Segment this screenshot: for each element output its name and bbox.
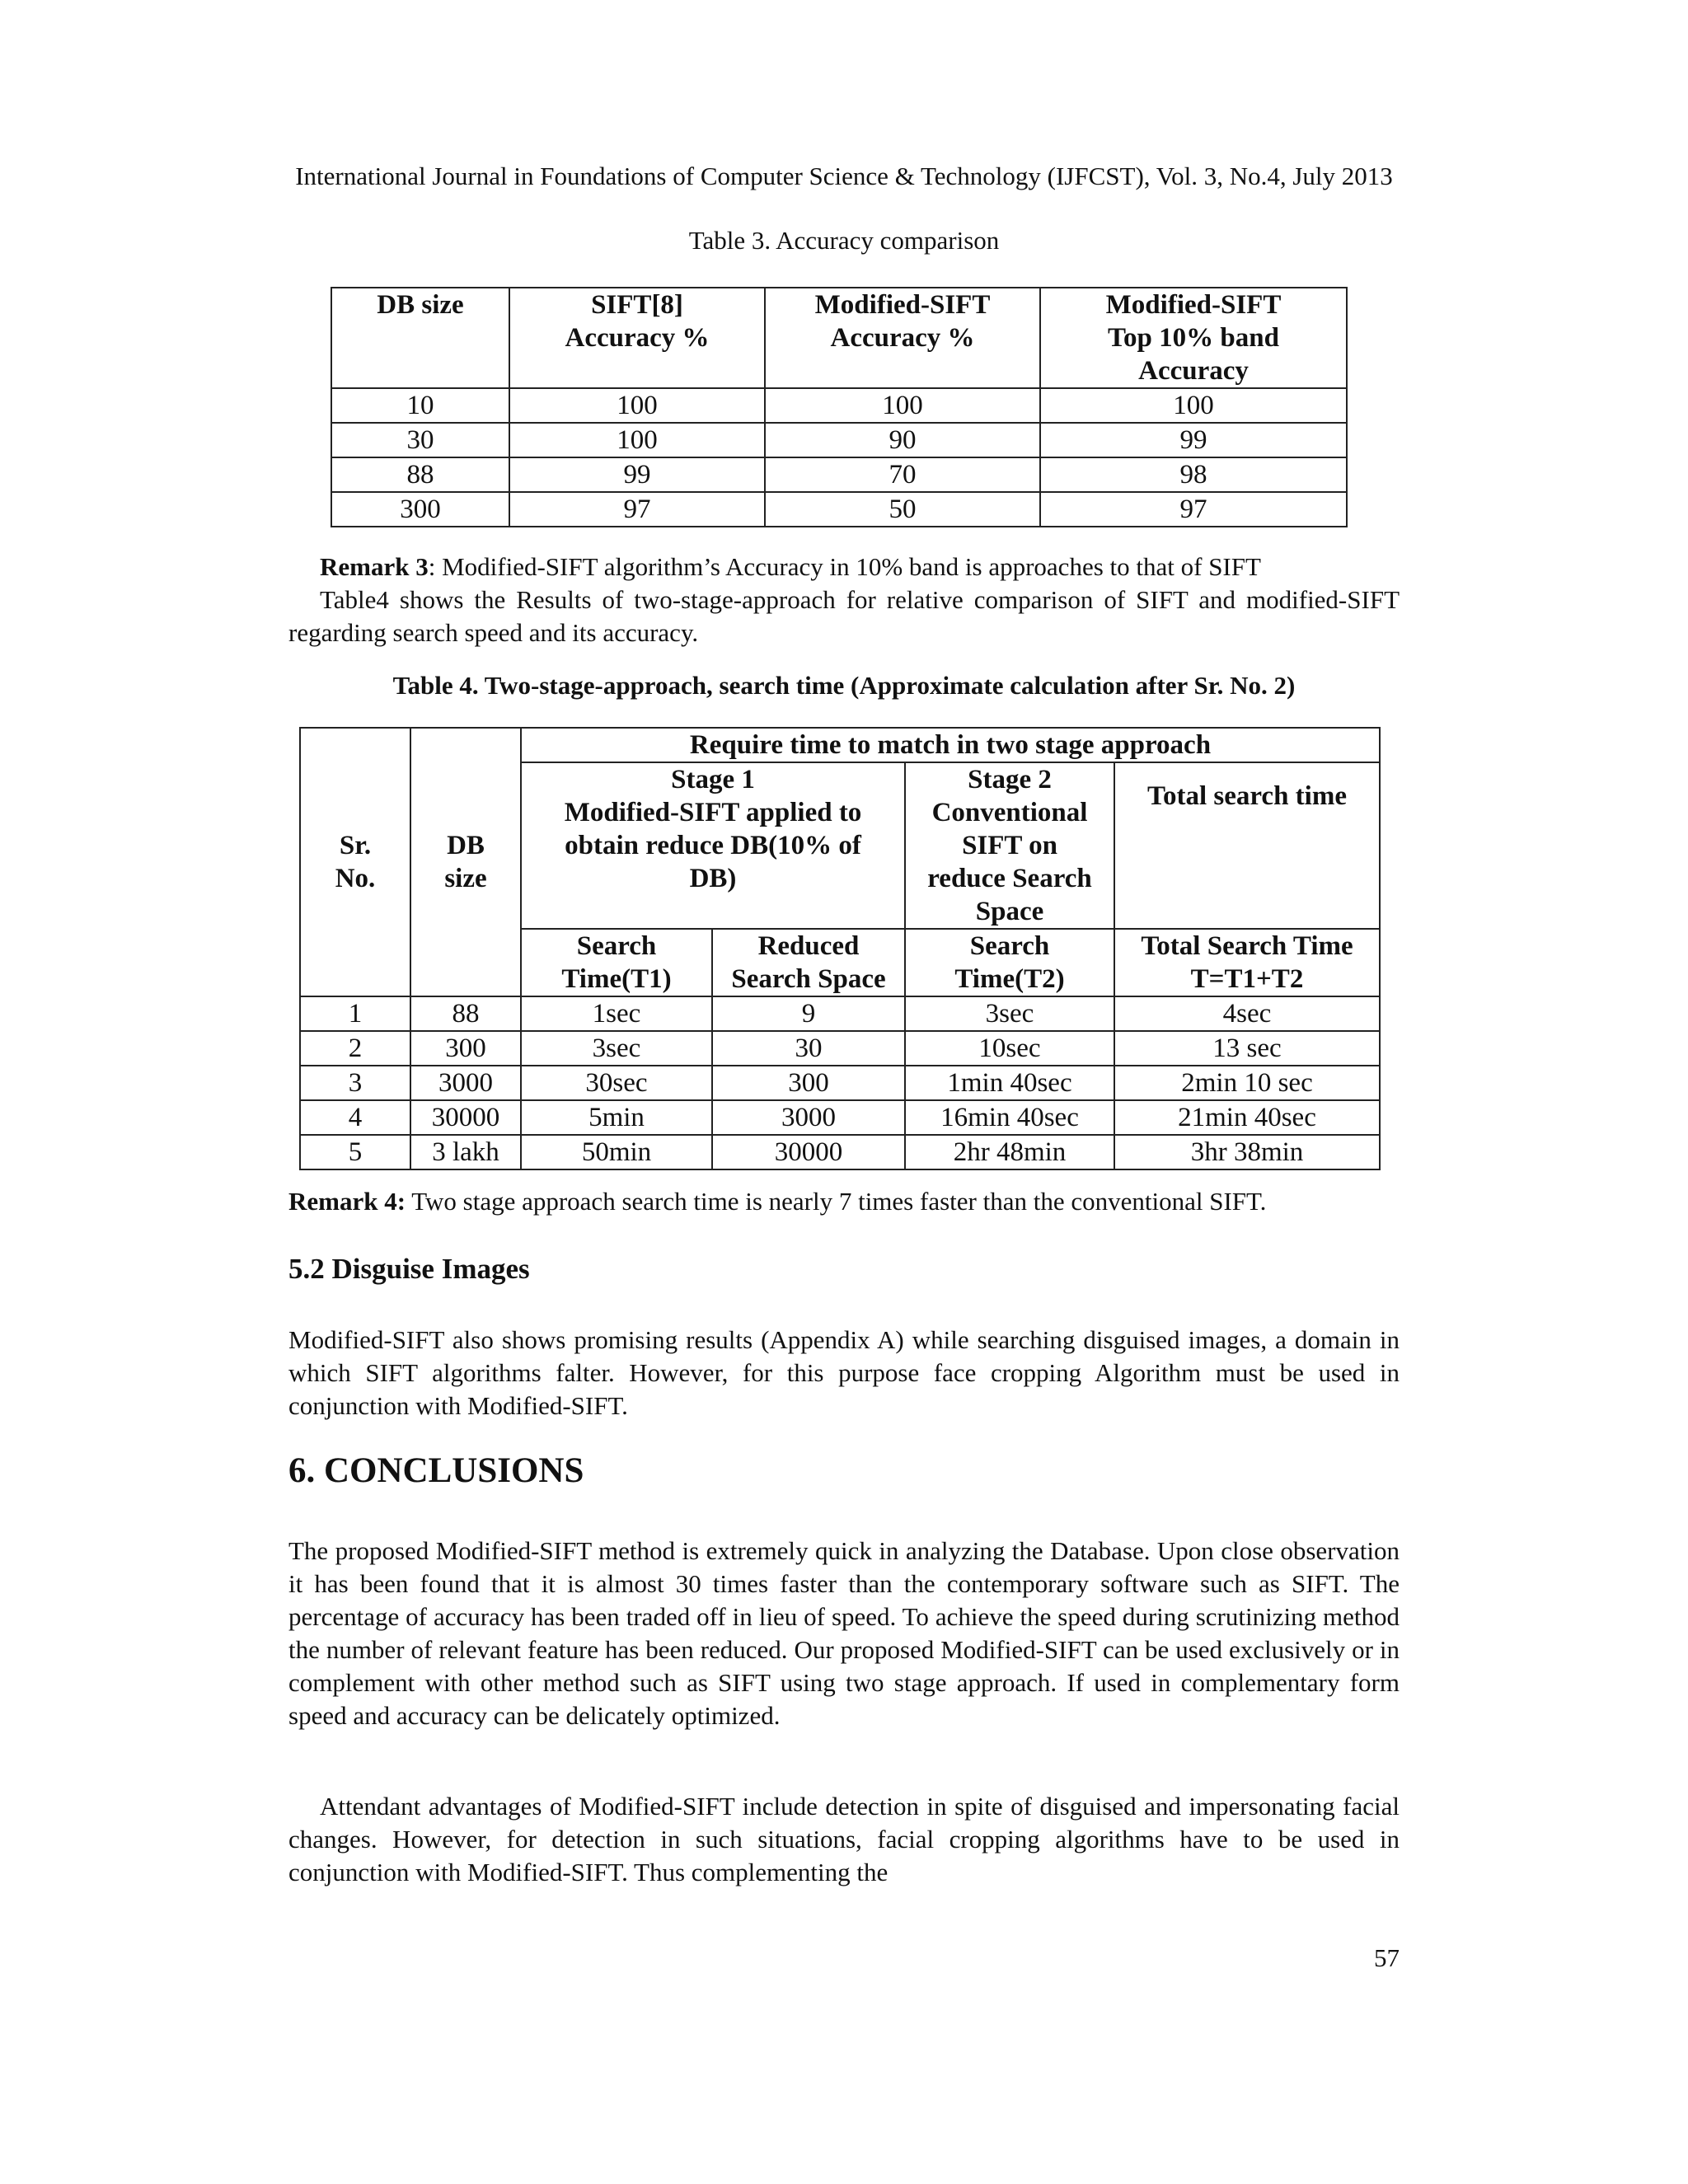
table4-body xyxy=(300,996,1380,1169)
table-row xyxy=(300,1100,1380,1135)
table-cell: 90 xyxy=(765,423,1040,457)
remark-3 xyxy=(288,551,1400,583)
table-cell: 30 xyxy=(331,423,509,457)
remark-4-label: Remark 4: xyxy=(288,1187,406,1216)
running-header: International Journal in Foundations of Computer Science & Technology (IJFCST), Vol. 3, No.4, July 2013 xyxy=(295,162,1393,190)
table-cell: 100 xyxy=(509,388,765,423)
table-row xyxy=(300,996,1380,1031)
header-t1: Search Time(T1) xyxy=(521,929,712,996)
table-cell: 5min xyxy=(521,1100,712,1135)
header-cell: DB size xyxy=(331,288,509,388)
header-cell: Modified-SIFT Accuracy % xyxy=(765,288,1040,388)
table-row xyxy=(300,1066,1380,1100)
table4-intro-paragraph: Table4 shows the Results of two-stage-approach for relative comparison of SIFT and modified-SIFT regarding search speed and its accuracy. xyxy=(288,585,1400,647)
header-cell: SIFT[8] Accuracy % xyxy=(509,288,765,388)
table3-caption: Table 3. Accuracy comparison xyxy=(688,226,1000,255)
table-cell: 70 xyxy=(765,457,1040,492)
accuracy-comparison-table xyxy=(331,287,1348,527)
table3-body xyxy=(331,388,1347,527)
page-number: 57 xyxy=(1374,1943,1400,1972)
table-cell: 2hr 48min xyxy=(905,1135,1114,1169)
table-row xyxy=(331,423,1347,457)
section-5-2-paragraph: Modified-SIFT also shows promising results (Appendix A) while searching disguised images, a domain in which SIFT algorithms falter. However, for this purpose face cropping Algorithm must be used in conjunction with Modified-SIFT. xyxy=(288,1325,1400,1420)
conclusions-paragraph-1: The proposed Modified-SIFT method is extremely quick in analyzing the Database. Upon close observation it has been found that it is almost 30 times faster than the contemporary software such as SIFT. The percentage of accuracy has been traded off in lieu of speed. To achieve the speed during scrutinizing method the number of relevant feature has been reduced. Our proposed Modified-SIFT can be used exclusively or in complement with other method such as SIFT using two stage approach. If used in complementary form speed and accuracy can be delicately optimized. xyxy=(288,1536,1400,1730)
remark-4 xyxy=(288,1185,1400,1218)
header-t2: Search Time(T2) xyxy=(905,929,1114,996)
table-cell: 10sec xyxy=(905,1031,1114,1066)
table-cell: 13 sec xyxy=(1114,1031,1380,1066)
table-cell: 99 xyxy=(1040,423,1347,457)
table-cell: 4 xyxy=(300,1100,410,1135)
table-cell: 5 xyxy=(300,1135,410,1169)
conclusions-paragraph-2: Attendant advantages of Modified-SIFT include detection in spite of disguised and impersonating facial changes. However, for detection in such situations, facial cropping algorithms have to be used in conjunction with Modified-SIFT. Thus complementing the xyxy=(288,1792,1400,1886)
header-cell: Modified-SIFT Top 10% band Accuracy xyxy=(1040,288,1347,388)
table-cell: 3 xyxy=(300,1066,410,1100)
table-cell: 98 xyxy=(1040,457,1347,492)
two-stage-search-time-table xyxy=(299,727,1381,1170)
table-cell: 3sec xyxy=(905,996,1114,1031)
table-cell: 97 xyxy=(1040,492,1347,527)
table-cell: 1 xyxy=(300,996,410,1031)
header-group: Require time to match in two stage approach xyxy=(521,728,1380,762)
remark-3-text: : Modified-SIFT algorithm’s Accuracy in 10% band is approaches to that of SIFT xyxy=(428,552,1261,581)
table-cell: 9 xyxy=(712,996,905,1031)
table-cell: 100 xyxy=(765,388,1040,423)
table-cell: 4sec xyxy=(1114,996,1380,1031)
table-cell: 300 xyxy=(712,1066,905,1100)
table-cell: 10 xyxy=(331,388,509,423)
header-sr-no: Sr. No. xyxy=(300,728,410,996)
header-stage-2: Stage 2 Conventional SIFT on reduce Search Space xyxy=(905,762,1114,929)
table-cell: 30000 xyxy=(712,1135,905,1169)
table-cell: 88 xyxy=(331,457,509,492)
header-total: Total search time xyxy=(1114,762,1380,929)
table-row xyxy=(331,492,1347,527)
table-cell: 30 xyxy=(712,1031,905,1066)
table-cell: 50 xyxy=(765,492,1040,527)
table-cell: 100 xyxy=(509,423,765,457)
table-cell: 1min 40sec xyxy=(905,1066,1114,1100)
table-cell: 50min xyxy=(521,1135,712,1169)
remark-4-text: Two stage approach search time is nearly 7 times faster than the conventional SIFT. xyxy=(406,1187,1267,1216)
table-cell: 30000 xyxy=(410,1100,521,1135)
table-cell: 2 xyxy=(300,1031,410,1066)
table-cell: 99 xyxy=(509,457,765,492)
table-cell: 2min 10 sec xyxy=(1114,1066,1380,1100)
table-cell: 3hr 38min xyxy=(1114,1135,1380,1169)
header-stage-1: Stage 1 Modified-SIFT applied to obtain reduce DB(10% of DB) xyxy=(521,762,905,929)
table-cell: 1sec xyxy=(521,996,712,1031)
table-cell: 88 xyxy=(410,996,521,1031)
table-row xyxy=(300,1135,1380,1169)
table4-caption: Table 4. Two-stage-approach, search time (Approximate calculation after Sr. No. 2) xyxy=(392,671,1296,700)
section-6-heading: 6. CONCLUSIONS xyxy=(288,1451,584,1490)
table-cell: 16min 40sec xyxy=(905,1100,1114,1135)
table-header-row xyxy=(300,728,1380,762)
table-cell: 3sec xyxy=(521,1031,712,1066)
table-cell: 300 xyxy=(410,1031,521,1066)
table-row xyxy=(300,1031,1380,1066)
table-cell: 30sec xyxy=(521,1066,712,1100)
table-header-row xyxy=(331,288,1347,388)
table-row xyxy=(331,457,1347,492)
header-total-t: Total Search Time T=T1+T2 xyxy=(1114,929,1380,996)
table-cell: 97 xyxy=(509,492,765,527)
section-5-2-heading: 5.2 Disguise Images xyxy=(288,1253,530,1285)
table-cell: 3000 xyxy=(410,1066,521,1100)
header-reduced: Reduced Search Space xyxy=(712,929,905,996)
remark-3-label: Remark 3 xyxy=(320,552,429,581)
table-cell: 3 lakh xyxy=(410,1135,521,1169)
header-db-size: DB size xyxy=(410,728,521,996)
table-cell: 300 xyxy=(331,492,509,527)
table-row xyxy=(331,388,1347,423)
table-cell: 21min 40sec xyxy=(1114,1100,1380,1135)
table-cell: 100 xyxy=(1040,388,1347,423)
table-cell: 3000 xyxy=(712,1100,905,1135)
